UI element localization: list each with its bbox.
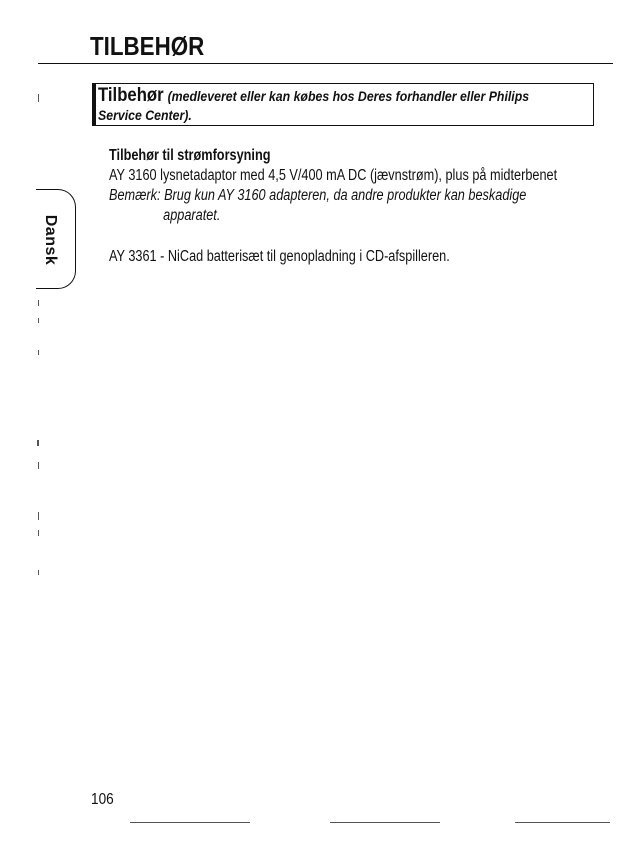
scan-mark — [38, 94, 39, 102]
title-rule — [38, 63, 613, 64]
section-header-box — [92, 83, 594, 126]
page-number: 106 — [91, 791, 114, 808]
section-header-text — [98, 86, 573, 125]
scan-mark — [38, 570, 39, 575]
scan-mark — [330, 822, 440, 823]
adaptor-note-continuation: apparatet. — [163, 207, 221, 224]
adaptor-note: Bemærk: Brug kun AY 3160 adapteren, da andre produkter kan beskadige — [109, 187, 527, 204]
scan-mark — [38, 530, 39, 536]
battery-pack-line: AY 3361 - NiCad batterisæt til genopladning i CD-afspilleren. — [109, 248, 450, 265]
scan-mark — [38, 512, 39, 520]
page-title: TILBEHØR — [90, 31, 205, 61]
language-tab-label: Dansk — [42, 214, 59, 266]
section-header-subtitle: (medleveret eller kan købes hos Deres forhandler eller Philips Service Center). — [98, 88, 530, 123]
scan-mark — [38, 300, 39, 306]
scan-mark — [37, 440, 39, 446]
scan-mark — [38, 462, 39, 469]
spacer — [109, 226, 568, 247]
section-header-title: Tilbehør — [98, 85, 164, 106]
scan-mark — [515, 822, 610, 823]
accessories-content — [109, 146, 568, 267]
header-box-accent-bar — [93, 84, 96, 125]
scan-mark — [38, 318, 39, 323]
adaptor-line: AY 3160 lysnetadaptor med 4,5 V/400 mA DC (jævnstrøm), plus på midterbenet — [109, 167, 558, 184]
power-accessories-heading: Tilbehør til strømforsyning — [109, 147, 271, 164]
scan-mark — [38, 350, 39, 355]
scan-mark — [130, 822, 250, 823]
